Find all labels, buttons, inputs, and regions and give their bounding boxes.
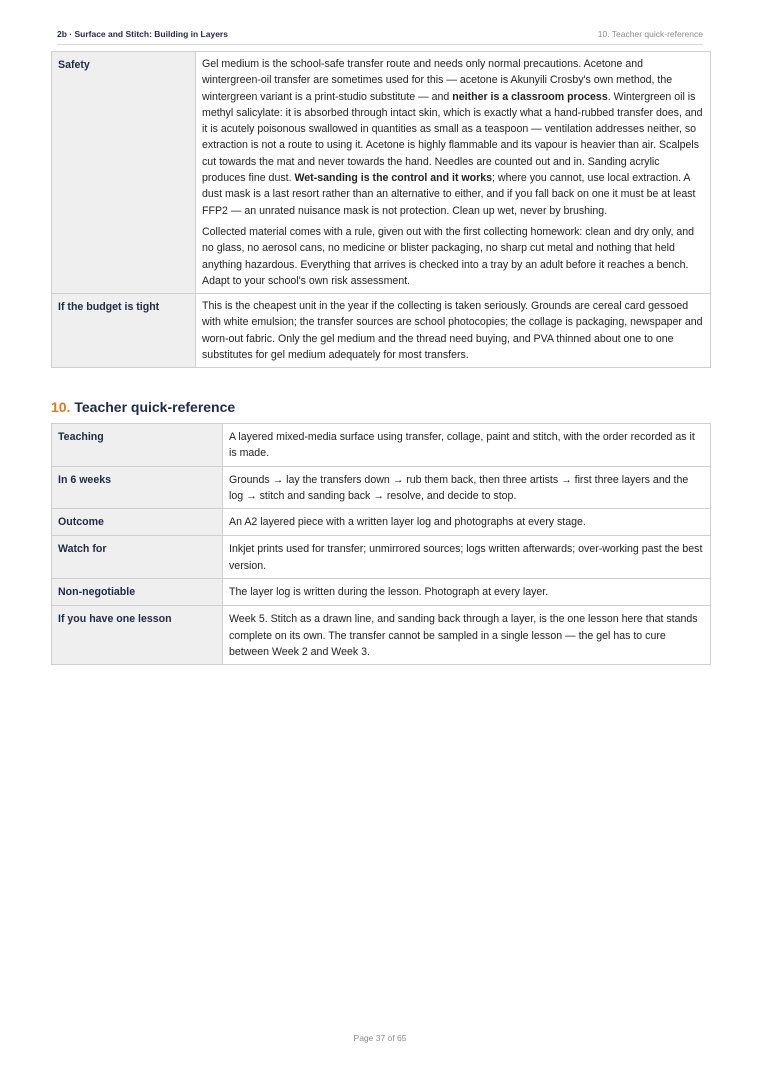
emphasis: Wet-sanding is the control and it works [294, 172, 493, 185]
row-label: If you have one lesson [52, 606, 223, 665]
section-title: Teacher quick-reference [74, 399, 236, 415]
collecting-rule-paragraph: Collected material comes with a rule, given out with the first collecting homework: clean and dry only, and no glass, no aerosol cans, no medicine or blister packaging, no sharp cut metal and nothing that held anything hazardous. Everything that arrives is checked into a tray by an adult before it reaches a bench. Adapt to your school's own risk assessment. [202, 225, 695, 287]
emphasis: neither is a classroom process [452, 90, 608, 103]
continued-info-table [51, 51, 711, 368]
row-label: If the budget is tight [52, 294, 196, 368]
table-row [52, 536, 711, 579]
running-section: 10. Teacher quick-reference [597, 29, 703, 39]
row-label: Teaching [52, 424, 223, 467]
running-title: 2b · Surface and Stitch: Building in Layers [57, 29, 228, 39]
row-value: An A2 layered piece with a written layer log and photographs at every stage. [223, 509, 711, 536]
row-value: The layer log is written during the lesson. Photograph at every layer. [223, 579, 711, 606]
row-label: Watch for [52, 536, 223, 579]
table-row [52, 294, 711, 368]
quick-reference-table [51, 423, 711, 665]
table-row [52, 509, 711, 536]
table-row [52, 52, 711, 294]
row-label: Outcome [52, 509, 223, 536]
page-number: Page 37 of 65 [353, 1033, 407, 1043]
row-value: Week 5. Stitch as a drawn line, and sanding back through a layer, is the one lesson here that stands complete on its own. The transfer cannot be sampled in a single lesson — the gel has to cure between Week 2 and Week 3. [223, 606, 711, 665]
section-heading [51, 399, 235, 415]
table-row [52, 466, 711, 509]
row-value: This is the cheapest unit in the year if the collecting is taken seriously. Grounds are cereal card gessoed with white emulsion; the transfer sources are school photocopies; the collage is packaging, newspaper and worn-out fabric. Only the gel medium and the thread need buying, and PVA thinned about one to one substitutes for gel medium adequately for most transfers. [196, 294, 711, 368]
page-header [57, 29, 703, 45]
row-value: A layered mixed-media surface using transfer, collage, paint and stitch, with the order recorded as it is made. [223, 424, 711, 467]
safety-cell [196, 52, 711, 294]
row-value: Inkjet prints used for transfer; unmirrored sources; logs written afterwards; over-working past the best version. [223, 536, 711, 579]
text-run: . Wintergreen oil is methyl salicylate: it is absorbed through intact skin, which is exactly what a hand-rubbed transfer does, and it is acutely poisonous swallowed in quantities as small as a teaspoon — ventilation addresses neither, so extraction is not a route to using it. Acetone is highly flammable and its vapour is heavier than air. Scalpels cut towards the mat and never towards the hand. Needles are counted out and in. Sanding acrylic produces fine dust. [202, 90, 703, 185]
row-label: Non-negotiable [52, 579, 223, 606]
row-label: In 6 weeks [52, 466, 223, 509]
row-label: Safety [52, 52, 196, 294]
table-row [52, 424, 711, 467]
text-run: ; where you cannot, use local extraction. A dust mask is a last resort rather than an alternative to either, and if you fall back on one it must be at least FFP2 — an unrated nuisance mask is not protection. Clean up wet, never by brushing. [202, 172, 696, 217]
row-value: Grounds → lay the transfers down → rub them back, then three artists → first three layers and the log → stitch and sanding back → resolve, and decide to stop. [223, 466, 711, 509]
table-row [52, 579, 711, 606]
text-run: Gel medium is the school-safe transfer route and needs only normal precautions. Acetone and wintergreen-oil transfer are sometimes used for this — acetone is Akunyili Crosby's own method, the wintergreen variant is a print-studio substitute — and [202, 58, 673, 103]
safety-paragraph [202, 56, 704, 219]
section-number: 10. [51, 399, 71, 415]
table-row [52, 606, 711, 665]
